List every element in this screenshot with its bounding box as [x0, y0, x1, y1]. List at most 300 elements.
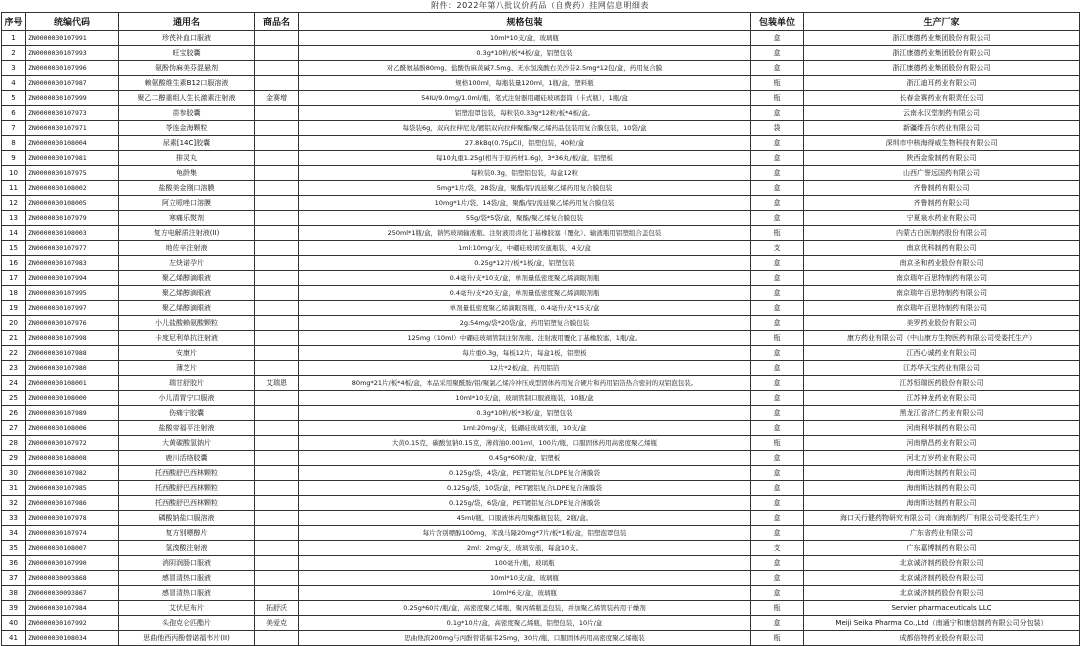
cell-seq: 8 [2, 136, 26, 151]
cell-code: ZN0000030107981 [26, 151, 119, 166]
cell-seq: 25 [2, 391, 26, 406]
cell-spec: 0.1g*10片/盒，高密度聚乙烯瓶，铝塑包装，10片/盒 [299, 616, 751, 631]
table-row [2, 226, 1080, 241]
cell-manufacturer: 深圳市中核海得威生物科技有限公司 [804, 136, 1080, 151]
cell-trade-name [255, 226, 299, 241]
cell-unit: 支 [751, 241, 804, 256]
cell-manufacturer: Meiji Seika Pharma Co.,Ltd（南通宁和康信制药有限公司分包装） [804, 616, 1080, 631]
cell-unit: 支 [751, 541, 804, 556]
cell-manufacturer: 康方药业有限公司（中山康方生物医药有限公司受委托生产） [804, 331, 1080, 346]
cell-code: ZN0000030108001 [26, 376, 119, 391]
table-row [2, 241, 1080, 256]
cell-manufacturer: 宁夏泉水药业有限公司 [804, 211, 1080, 226]
table-row [2, 571, 1080, 586]
cell-spec: 0.25g*12片/板*1板/盒，铝塑包装 [299, 256, 751, 271]
cell-seq: 7 [2, 121, 26, 136]
cell-generic-name: 卡度尼利单抗注射液 [119, 331, 255, 346]
cell-trade-name [255, 391, 299, 406]
cell-seq: 39 [2, 601, 26, 616]
cell-trade-name: 金赛增 [255, 91, 299, 106]
cell-code: ZN0000030107974 [26, 526, 119, 541]
cell-seq: 32 [2, 496, 26, 511]
cell-trade-name: 艾瑞恩 [255, 376, 299, 391]
table-row [2, 301, 1080, 316]
cell-manufacturer: 广东嘉博制药有限公司 [804, 541, 1080, 556]
cell-spec: 27.8kBq(0.75μCi)，铝塑包装，40粒/盒 [299, 136, 751, 151]
cell-manufacturer: 内蒙古白医制药股份有限公司 [804, 226, 1080, 241]
cell-code: ZN0000030107987 [26, 76, 119, 91]
cell-manufacturer: 陕西金象制药有限公司 [804, 151, 1080, 166]
table-row [2, 286, 1080, 301]
cell-unit: 盒 [751, 166, 804, 181]
cell-spec: 10ml*6支/盒，玻璃瓶 [299, 586, 751, 601]
cell-spec: 单剂量低密度聚乙烯滴眼剂瓶，0.4毫升/支*15支/盒 [299, 301, 751, 316]
table-row [2, 181, 1080, 196]
cell-code: ZN0000030107993 [26, 46, 119, 61]
cell-trade-name [255, 151, 299, 166]
cell-generic-name: 寒痛乐熨剂 [119, 211, 255, 226]
table-row [2, 106, 1080, 121]
cell-unit: 盒 [751, 211, 804, 226]
header-manufacturer: 生产厂家 [804, 13, 1080, 31]
cell-generic-name: 尿素[14C]胶囊 [119, 136, 255, 151]
cell-generic-name: 磷酸钠盐口服溶液 [119, 511, 255, 526]
cell-spec: 大黄0.15克，碳酸氢钠0.15克，薄荷油0.001ml，100片/瓶，口服固体药用高密度聚乙烯瓶 [299, 436, 751, 451]
table-row [2, 586, 1080, 601]
cell-generic-name: 头孢克仑匹酯片 [119, 616, 255, 631]
cell-spec: 0.125g/袋，4袋/盒，PET镀铝复合LDPE复合薄膜袋 [299, 466, 751, 481]
cell-spec: 每片重0.3g，每板12片，每盒1板，铝塑板 [299, 346, 751, 361]
cell-manufacturer: 北京诚济制药股份有限公司 [804, 571, 1080, 586]
cell-trade-name [255, 196, 299, 211]
cell-seq: 19 [2, 301, 26, 316]
cell-manufacturer: 海南斯达制药有限公司 [804, 496, 1080, 511]
cell-trade-name [255, 511, 299, 526]
cell-seq: 34 [2, 526, 26, 541]
cell-spec: 每10丸重1.25g(相当于原药材1.6g)，3*36丸/板/盒，铝塑板 [299, 151, 751, 166]
cell-code: ZN0000030108034 [26, 631, 119, 646]
cell-manufacturer: 云南永汉堂制药有限公司 [804, 106, 1080, 121]
cell-generic-name: 盐酸美金刚口溶膜 [119, 181, 255, 196]
cell-code: ZN0000030093868 [26, 571, 119, 586]
cell-seq: 36 [2, 556, 26, 571]
cell-code: ZN0000030107976 [26, 316, 119, 331]
table-row [2, 196, 1080, 211]
cell-seq: 26 [2, 406, 26, 421]
table-row [2, 391, 1080, 406]
cell-generic-name: 小儿清胃宁口服液 [119, 391, 255, 406]
table-row [2, 211, 1080, 226]
cell-trade-name [255, 61, 299, 76]
table-row [2, 136, 1080, 151]
cell-manufacturer: 浙江迪耳药业有限公司 [804, 76, 1080, 91]
table-body [2, 31, 1080, 646]
cell-manufacturer: 北京诚济制药股份有限公司 [804, 586, 1080, 601]
cell-trade-name [255, 256, 299, 271]
table-row [2, 406, 1080, 421]
cell-code: ZN0000030108006 [26, 421, 119, 436]
cell-manufacturer: 南京优科制药有限公司 [804, 241, 1080, 256]
cell-seq: 18 [2, 286, 26, 301]
cell-unit: 盒 [751, 571, 804, 586]
cell-unit: 盒 [751, 151, 804, 166]
drug-listing-table [1, 12, 1080, 646]
cell-code: ZN0000030107999 [26, 91, 119, 106]
cell-seq: 30 [2, 466, 26, 481]
table-row [2, 331, 1080, 346]
cell-code: ZN0000030107977 [26, 241, 119, 256]
cell-trade-name [255, 406, 299, 421]
cell-spec: 0.4毫升/支*20支/盒，单剂量低密度聚乙烯滴眼剂瓶 [299, 286, 751, 301]
cell-unit: 盒 [751, 526, 804, 541]
cell-code: ZN0000030108002 [26, 181, 119, 196]
table-row [2, 451, 1080, 466]
cell-spec: 100毫升/瓶，玻璃瓶 [299, 556, 751, 571]
cell-seq: 20 [2, 316, 26, 331]
cell-code: ZN0000030108007 [26, 541, 119, 556]
cell-manufacturer: 河北万岁药业有限公司 [804, 451, 1080, 466]
cell-spec: 0.3g*10粒/板*4板/盒，铝塑包装 [299, 46, 751, 61]
table-row [2, 151, 1080, 166]
cell-generic-name: 赖氨酸维生素B12口服溶液 [119, 76, 255, 91]
cell-spec: 0.125g/袋，6袋/盒，PET镀铝复合LDPE复合薄膜袋 [299, 496, 751, 511]
cell-unit: 盒 [751, 46, 804, 61]
table-row [2, 541, 1080, 556]
cell-seq: 10 [2, 166, 26, 181]
cell-seq: 31 [2, 481, 26, 496]
cell-seq: 35 [2, 541, 26, 556]
cell-generic-name: 聚乙烯醇滴眼液 [119, 286, 255, 301]
cell-spec: 1ml:10mg/支，中硼硅玻璃安瓿瓶装，4支/盒 [299, 241, 751, 256]
cell-spec: 0.3g*10粒/板*3板/盒，铝塑包装 [299, 406, 751, 421]
cell-manufacturer: 齐鲁制药有限公司 [804, 181, 1080, 196]
table-row [2, 601, 1080, 616]
cell-code: ZN0000030107996 [26, 61, 119, 76]
table-header-row [2, 13, 1080, 31]
cell-seq: 21 [2, 331, 26, 346]
cell-seq: 22 [2, 346, 26, 361]
cell-manufacturer: 河南利华制药有限公司 [804, 421, 1080, 436]
cell-unit: 袋 [751, 121, 804, 136]
cell-seq: 33 [2, 511, 26, 526]
cell-manufacturer: 江苏神龙药业有限公司 [804, 391, 1080, 406]
cell-generic-name: 苓连金海颗粒 [119, 121, 255, 136]
cell-seq: 13 [2, 211, 26, 226]
table-row [2, 481, 1080, 496]
cell-seq: 2 [2, 46, 26, 61]
cell-generic-name: 消阴润肠口服液 [119, 556, 255, 571]
cell-code: ZN0000030107992 [26, 616, 119, 631]
table-row [2, 46, 1080, 61]
cell-unit: 盒 [751, 421, 804, 436]
cell-unit: 盒 [751, 61, 804, 76]
cell-generic-name: 小儿盐酸赖氨酸颗粒 [119, 316, 255, 331]
cell-trade-name [255, 121, 299, 136]
cell-manufacturer: 广东省药业有限公司 [804, 526, 1080, 541]
cell-code: ZN0000030107995 [26, 286, 119, 301]
cell-generic-name: 鹿川活络胶囊 [119, 451, 255, 466]
cell-seq: 41 [2, 631, 26, 646]
cell-generic-name: 复方电解质注射液(II) [119, 226, 255, 241]
cell-spec: 每片含别嘌醇100mg，苯溴马隆20mg*7片/板*1板/盒，铝塑泡罩包装 [299, 526, 751, 541]
cell-generic-name: 氨酚伪麻美芬混悬剂 [119, 61, 255, 76]
cell-trade-name [255, 181, 299, 196]
cell-manufacturer: 南京瑞年百思特制药有限公司 [804, 271, 1080, 286]
cell-unit: 盒 [751, 301, 804, 316]
cell-manufacturer: 江苏恒瑞医药股份有限公司 [804, 376, 1080, 391]
cell-code: ZN0000030107978 [26, 511, 119, 526]
cell-manufacturer: 南京瑞年百思特制药有限公司 [804, 286, 1080, 301]
cell-generic-name: 盐酸帝福平注射液 [119, 421, 255, 436]
cell-generic-name: 聚乙烯醇滴眼液 [119, 271, 255, 286]
cell-code: ZN0000030107994 [26, 271, 119, 286]
cell-trade-name [255, 316, 299, 331]
table-row [2, 61, 1080, 76]
cell-code: ZN0000030107984 [26, 601, 119, 616]
cell-trade-name [255, 421, 299, 436]
header-generic-name: 通用名 [119, 13, 255, 31]
cell-trade-name [255, 211, 299, 226]
cell-generic-name: 大黄碳酸氢钠片 [119, 436, 255, 451]
cell-trade-name [255, 481, 299, 496]
cell-spec: 每粒装0.3g，铝塑铝包装，每盒12粒 [299, 166, 751, 181]
table-row [2, 166, 1080, 181]
cell-spec: 2g:54mg/袋*20袋/盒，药用铝塑复合膜包装 [299, 316, 751, 331]
table-row [2, 121, 1080, 136]
cell-seq: 40 [2, 616, 26, 631]
table-row [2, 91, 1080, 106]
table-row [2, 316, 1080, 331]
cell-manufacturer: 黑龙江省济仁药业有限公司 [804, 406, 1080, 421]
cell-spec: 10ml*10支/盒，玻璃瓶 [299, 571, 751, 586]
cell-trade-name: 美爱克 [255, 616, 299, 631]
cell-trade-name [255, 301, 299, 316]
document-title: 附件：2022年第八批议价药品（自费药）挂网信息明细表 [431, 1, 649, 10]
table-row [2, 256, 1080, 271]
cell-generic-name: 珍芪补血口服液 [119, 31, 255, 46]
cell-code: ZN0000030107997 [26, 301, 119, 316]
cell-unit: 盒 [751, 361, 804, 376]
cell-unit: 盒 [751, 496, 804, 511]
cell-trade-name [255, 106, 299, 121]
cell-generic-name: 苗参胶囊 [119, 106, 255, 121]
header-unit: 包装单位 [751, 13, 804, 31]
cell-trade-name [255, 451, 299, 466]
table-row [2, 466, 1080, 481]
cell-generic-name: 托西酸舒巴西林颗粒 [119, 496, 255, 511]
cell-generic-name: 托西酸舒巴西林颗粒 [119, 481, 255, 496]
cell-manufacturer: 江苏华天宝药业有限公司 [804, 361, 1080, 376]
cell-unit: 瓶 [751, 91, 804, 106]
cell-code: ZN0000030108003 [26, 226, 119, 241]
cell-code: ZN0000030108004 [26, 136, 119, 151]
cell-seq: 3 [2, 61, 26, 76]
cell-code: ZN0000030107982 [26, 466, 119, 481]
cell-unit: 盒 [751, 196, 804, 211]
cell-code: ZN0000030107986 [26, 496, 119, 511]
cell-spec: 55g/袋*5袋/盒，聚酯/聚乙烯复合膜包装 [299, 211, 751, 226]
table-row [2, 631, 1080, 646]
cell-trade-name [255, 346, 299, 361]
cell-generic-name: 感冒清热口服液 [119, 571, 255, 586]
cell-manufacturer: 河南鼎昌药业有限公司 [804, 436, 1080, 451]
header-trade-name: 商品名 [255, 13, 299, 31]
cell-seq: 24 [2, 376, 26, 391]
cell-trade-name [255, 166, 299, 181]
cell-manufacturer: 浙江康德药业集团股份有限公司 [804, 46, 1080, 61]
table-row [2, 616, 1080, 631]
cell-code: ZN0000030107979 [26, 211, 119, 226]
cell-unit: 盒 [751, 406, 804, 421]
cell-generic-name: 薄芝片 [119, 361, 255, 376]
cell-manufacturer: 成都倍特药业股份有限公司 [804, 631, 1080, 646]
cell-trade-name [255, 526, 299, 541]
cell-code: ZN0000030108000 [26, 391, 119, 406]
cell-unit: 盒 [751, 316, 804, 331]
table-row [2, 346, 1080, 361]
cell-seq: 12 [2, 196, 26, 211]
cell-manufacturer: 海南斯达制药有限公司 [804, 466, 1080, 481]
cell-generic-name: 思曲他西丙酚替诺福韦片(II) [119, 631, 255, 646]
cell-code: ZN0000030107983 [26, 256, 119, 271]
cell-spec: 0.125g/袋，10袋/盒，PET镀铝复合LDPE复合薄膜袋 [299, 481, 751, 496]
cell-code: ZN0000030107985 [26, 481, 119, 496]
cell-code: ZN0000030107980 [26, 361, 119, 376]
cell-manufacturer: 江西心诚药业有限公司 [804, 346, 1080, 361]
cell-generic-name: 艾伏尼布片 [119, 601, 255, 616]
cell-manufacturer: 浙江康德药业集团股份有限公司 [804, 31, 1080, 46]
cell-trade-name [255, 286, 299, 301]
cell-unit: 盒 [751, 256, 804, 271]
cell-manufacturer: 美罗药业股份有限公司 [804, 316, 1080, 331]
cell-code: ZN0000030107972 [26, 436, 119, 451]
cell-spec: 10ml*10支/盒，玻璃瓶 [299, 31, 751, 46]
cell-trade-name [255, 76, 299, 91]
table-row [2, 421, 1080, 436]
cell-generic-name: 复方别嘌醇片 [119, 526, 255, 541]
cell-spec: 思曲他滨200mg与丙酚替诺福韦25mg，30片/瓶，口服固体药用高密度聚乙烯瓶装 [299, 631, 751, 646]
cell-seq: 23 [2, 361, 26, 376]
cell-code: ZN0000030093867 [26, 586, 119, 601]
table-row [2, 376, 1080, 391]
cell-spec: 12片*2板/盒，药用铝箔 [299, 361, 751, 376]
cell-spec: 对乙酰氨基酚80mg、盐酸伪麻黄碱7.5mg、无水氢溴酸右美沙芬2.5mg*12包/盒，药用复合膜 [299, 61, 751, 76]
cell-spec: 250ml*1瓶/盒，钠钙玻璃输液瓶、注射液用卤化丁基橡胶塞（覆化）、输液瓶用铝塑组合盖包装 [299, 226, 751, 241]
table-row [2, 526, 1080, 541]
cell-unit: 盒 [751, 391, 804, 406]
cell-generic-name: 聚乙烯醇滴眼液 [119, 301, 255, 316]
cell-manufacturer: 南京瑞年百思特制药有限公司 [804, 301, 1080, 316]
cell-generic-name: 左炔诺孕片 [119, 256, 255, 271]
cell-unit: 盒 [751, 481, 804, 496]
cell-trade-name [255, 556, 299, 571]
table-row [2, 271, 1080, 286]
cell-seq: 11 [2, 181, 26, 196]
cell-unit: 盒 [751, 376, 804, 391]
cell-trade-name [255, 631, 299, 646]
cell-spec: 80mg*21片/板*4板/盒，本品采用聚酰胺/铝/聚氯乙烯冷冲压成型固体药用复合硬片和药用铝箔热合密封的双铝泡包装。 [299, 376, 751, 391]
cell-seq: 15 [2, 241, 26, 256]
cell-code: ZN0000030107975 [26, 166, 119, 181]
cell-manufacturer: 浙江康德药业集团股份有限公司 [804, 61, 1080, 76]
cell-unit: 盒 [751, 586, 804, 601]
cell-trade-name [255, 241, 299, 256]
cell-code: ZN0000030107988 [26, 346, 119, 361]
table-row [2, 496, 1080, 511]
cell-seq: 16 [2, 256, 26, 271]
cell-generic-name: 旺宝胶囊 [119, 46, 255, 61]
cell-spec: 0.4毫升/支*10支/盒，单剂量低密度聚乙烯滴眼剂瓶 [299, 271, 751, 286]
cell-generic-name: 聚乙二醇重组人生长激素注射液 [119, 91, 255, 106]
cell-seq: 5 [2, 91, 26, 106]
header-seq: 序号 [2, 13, 26, 31]
cell-seq: 9 [2, 151, 26, 166]
cell-code: ZN0000030108005 [26, 196, 119, 211]
cell-unit: 盒 [751, 136, 804, 151]
cell-spec: 125mg（10ml）中硼硅玻璃管制注射剂瓶、注射液用覆化丁基橡胶塞，1瓶/盒。 [299, 331, 751, 346]
cell-spec: 5mg*1片/袋，28袋/盒，聚酯/铝/流延聚乙烯药用复合膜包装 [299, 181, 751, 196]
cell-unit: 瓶 [751, 631, 804, 646]
cell-trade-name [255, 271, 299, 286]
cell-unit: 盒 [751, 451, 804, 466]
cell-manufacturer: 北京诚济制药股份有限公司 [804, 556, 1080, 571]
cell-seq: 17 [2, 271, 26, 286]
cell-trade-name [255, 496, 299, 511]
cell-manufacturer: 南京圣和药业股份有限公司 [804, 256, 1080, 271]
table-row [2, 436, 1080, 451]
cell-seq: 6 [2, 106, 26, 121]
cell-unit: 盒 [751, 286, 804, 301]
cell-spec: 10mg*1片/袋，14袋/盒，聚酯/铝/流延聚乙烯药用复合膜包装 [299, 196, 751, 211]
cell-seq: 14 [2, 226, 26, 241]
table-row [2, 556, 1080, 571]
cell-spec: 54IU/9.0mg/1.0ml/瓶，笔式注射器用硼硅玻璃套筒（卡式瓶），1瓶/盒 [299, 91, 751, 106]
cell-unit: 瓶 [751, 331, 804, 346]
cell-trade-name: 拓舒沃 [255, 601, 299, 616]
cell-generic-name: 托西酸舒巴西林颗粒 [119, 466, 255, 481]
cell-seq: 37 [2, 571, 26, 586]
cell-unit: 盒 [751, 466, 804, 481]
cell-generic-name: 排灵丸 [119, 151, 255, 166]
cell-unit: 盒 [751, 106, 804, 121]
cell-spec: 0.45g*60粒/盒，铝塑板 [299, 451, 751, 466]
cell-trade-name [255, 361, 299, 376]
cell-seq: 27 [2, 421, 26, 436]
cell-spec: 1ml:20mg/支，低硼硅玻璃安瓿，10支/盒 [299, 421, 751, 436]
cell-manufacturer: 长春金赛药业有限责任公司 [804, 91, 1080, 106]
cell-manufacturer: 齐鲁制药有限公司 [804, 196, 1080, 211]
cell-unit: 瓶 [751, 226, 804, 241]
table-row [2, 511, 1080, 526]
header-spec: 规格包装 [299, 13, 751, 31]
cell-unit: 盒 [751, 346, 804, 361]
cell-manufacturer: 海南斯达制药有限公司 [804, 481, 1080, 496]
cell-code: ZN0000030107991 [26, 31, 119, 46]
cell-trade-name [255, 46, 299, 61]
cell-manufacturer: 海口天行健药物研究有限公司（海南制药厂有限公司受委托生产） [804, 511, 1080, 526]
cell-spec: 0.25g*60片/瓶/盒，高密度聚乙烯瓶，聚丙烯瓶盖包装，并加聚乙烯管装药用干燥剂 [299, 601, 751, 616]
cell-trade-name [255, 331, 299, 346]
cell-spec: 45ml/瓶，口服液体药用聚酯瓶包装，2瓶/盒。 [299, 511, 751, 526]
cell-seq: 29 [2, 451, 26, 466]
cell-manufacturer: Servier pharmaceuticals LLC [804, 601, 1080, 616]
cell-generic-name: 地佐辛注射液 [119, 241, 255, 256]
cell-unit: 盒 [751, 616, 804, 631]
cell-code: ZN0000030107971 [26, 121, 119, 136]
cell-code: ZN0000030107990 [26, 556, 119, 571]
cell-spec: 10ml*10支/盒，玻璃管制口服液瓶装，10瓶/盒 [299, 391, 751, 406]
cell-generic-name: 龟龄集 [119, 166, 255, 181]
